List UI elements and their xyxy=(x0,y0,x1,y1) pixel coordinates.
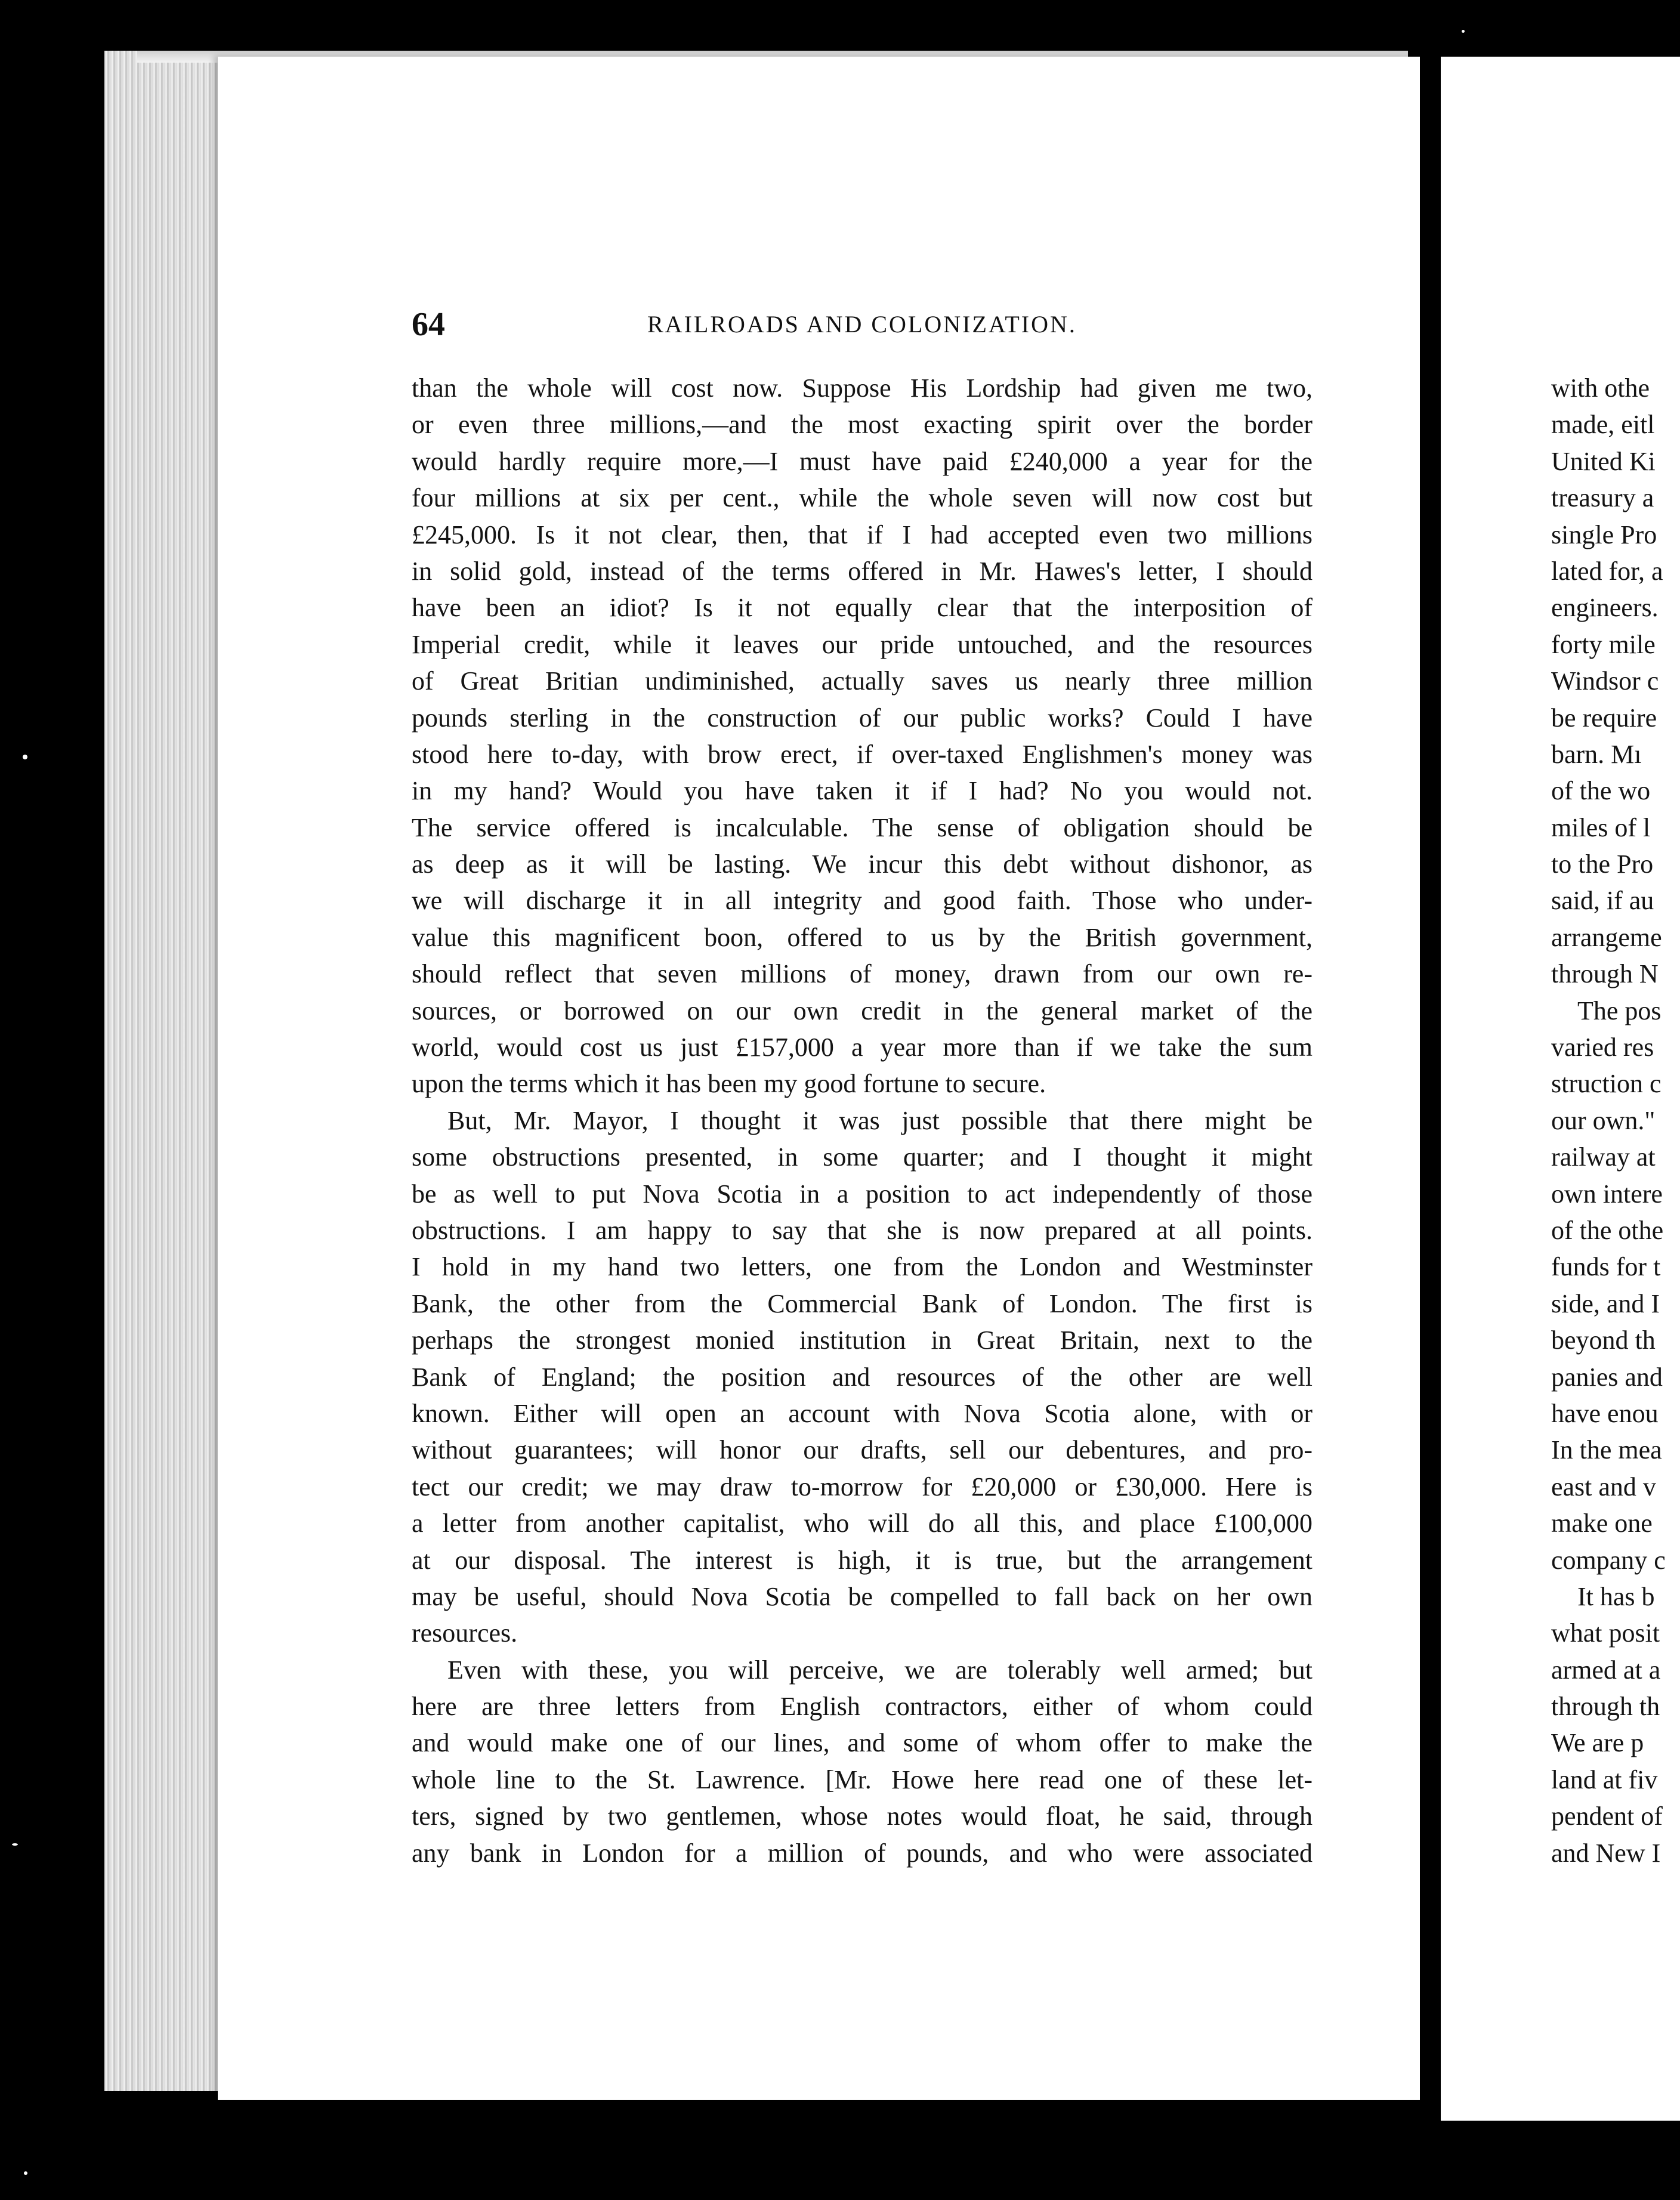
text-line: panies and xyxy=(1551,1362,1663,1392)
text-line: known. Either will open an account with Nova Scotia alone, with or xyxy=(412,1398,1312,1428)
text-line: and would make one of our lines, and some of whom offer to make the xyxy=(412,1728,1312,1758)
book-gutter xyxy=(1420,36,1444,2124)
text-line: in my hand? Would you have taken it if I had? No you would not. xyxy=(412,776,1312,806)
text-line: ters, signed by two gentlemen, whose notes would float, he said, through xyxy=(412,1802,1312,1831)
scan-speck xyxy=(1462,30,1465,33)
text-line: without guarantees; will honor our drafts, sell our debentures, and pro- xyxy=(412,1435,1312,1465)
text-line: funds for t xyxy=(1551,1252,1661,1282)
text-line: resources. xyxy=(412,1618,518,1648)
text-line: Bank of England; the position and resources of the other are well xyxy=(412,1362,1312,1392)
text-line: beyond th xyxy=(1551,1325,1656,1355)
text-line: tect our credit; we may draw to-morrow for £20,000 or £30,000. Here is xyxy=(412,1472,1312,1501)
text-line: may be useful, should Nova Scotia be compelled to fall back on her own xyxy=(412,1581,1312,1611)
running-title: RAILROADS AND COLONIZATION. xyxy=(647,311,1077,338)
text-line: But, Mr. Mayor, I thought it was just possible that there might be xyxy=(447,1105,1312,1135)
text-line: made, eitl xyxy=(1551,410,1655,440)
text-line: forty mile xyxy=(1551,629,1656,659)
text-line: Bank, the other from the Commercial Bank of London. The first is xyxy=(412,1289,1312,1318)
scan-speck xyxy=(23,755,27,759)
text-line: four millions at six per cent., while the whole seven will now cost but xyxy=(412,483,1312,513)
text-line: here are three letters from English contractors, either of whom could xyxy=(412,1692,1312,1722)
text-line: Even with these, you will perceive, we are tolerably well armed; but xyxy=(447,1655,1312,1685)
text-line: a letter from another capitalist, who will do all this, and place £100,000 xyxy=(412,1509,1312,1538)
text-line: pounds sterling in the construction of our public works? Could I have xyxy=(412,703,1312,733)
text-line: through N xyxy=(1551,959,1659,989)
text-line: as deep as it will be lasting. We incur this debt without dishonor, as xyxy=(412,849,1312,879)
page-edges-stack xyxy=(104,51,224,2091)
text-line: engineers. xyxy=(1551,593,1659,623)
page-header xyxy=(412,305,1318,341)
text-line: or even three millions,—and the most exacting spirit over the border xyxy=(412,410,1312,440)
text-line: The service offered is incalculable. The sense of obligation should be xyxy=(412,812,1312,842)
text-line: own intere xyxy=(1551,1179,1663,1209)
text-line: should reflect that seven millions of money, drawn from our own re- xyxy=(412,959,1312,989)
text-line: The pos xyxy=(1577,996,1662,1025)
text-line: of the wo xyxy=(1551,776,1651,806)
text-line: through th xyxy=(1551,1692,1660,1722)
text-line: We are p xyxy=(1551,1728,1644,1758)
text-line: said, if au xyxy=(1551,886,1654,916)
text-line: we will discharge it in all integrity and good faith. Those who under- xyxy=(412,886,1312,916)
text-line: Windsor c xyxy=(1551,666,1659,696)
text-line: United Ki xyxy=(1551,446,1656,476)
text-line: whole line to the St. Lawrence. [Mr. Howe here read one of these let- xyxy=(412,1765,1312,1794)
text-line: have been an idiot? Is it not equally clear that the interposition of xyxy=(412,593,1312,623)
text-line: £245,000. Is it not clear, then, that if I had accepted even two millions xyxy=(412,520,1312,549)
text-line: of Great Britian undiminished, actually saves us nearly three million xyxy=(412,666,1312,696)
text-line: make one xyxy=(1551,1509,1653,1538)
text-line: and New I xyxy=(1551,1838,1661,1868)
text-line: In the mea xyxy=(1551,1435,1662,1465)
text-line: some obstructions presented, in some quarter; and I thought it might xyxy=(412,1142,1312,1172)
text-line: railway at xyxy=(1551,1142,1656,1172)
text-line: Imperial credit, while it leaves our pride untouched, and the resources xyxy=(412,629,1312,659)
scan-speck xyxy=(12,1843,18,1846)
right-page-body-text xyxy=(1551,370,1680,1871)
text-line: east and v xyxy=(1551,1472,1656,1501)
text-line: single Pro xyxy=(1551,520,1657,549)
text-line: world, would cost us just £157,000 a year more than if we take the sum xyxy=(412,1033,1312,1062)
text-line: our own." xyxy=(1551,1105,1656,1135)
text-line: of the othe xyxy=(1551,1215,1664,1245)
text-line: struction c xyxy=(1551,1069,1662,1099)
text-line: value this magnificent boon, offered to us by the British government, xyxy=(412,922,1312,952)
text-line: be require xyxy=(1551,703,1657,733)
text-line: have enou xyxy=(1551,1398,1659,1428)
text-line: armed at a xyxy=(1551,1655,1661,1685)
text-line: would hardly require more,—I must have paid £240,000 a year for the xyxy=(412,446,1312,476)
scan-speck xyxy=(24,2171,27,2175)
text-line: than the whole will cost now. Suppose His Lordship had given me two, xyxy=(412,373,1312,403)
text-line: side, and I xyxy=(1551,1289,1660,1318)
text-line: what posit xyxy=(1551,1618,1660,1648)
text-line: lated for, a xyxy=(1551,556,1663,586)
text-line: sources, or borrowed on our own credit in the general market of the xyxy=(412,996,1312,1025)
text-line: be as well to put Nova Scotia in a position to act independently of those xyxy=(412,1179,1312,1209)
text-line: I hold in my hand two letters, one from the London and Westminster xyxy=(412,1252,1312,1282)
text-line: at our disposal. The interest is high, it is true, but the arrangement xyxy=(412,1545,1312,1575)
text-line: arrangeme xyxy=(1551,922,1662,952)
text-line: upon the terms which it has been my good fortune to secure. xyxy=(412,1069,1046,1099)
text-line: It has b xyxy=(1577,1581,1655,1611)
text-line: barn. Mı xyxy=(1551,739,1642,769)
text-line: in solid gold, instead of the terms offered in Mr. Hawes's letter, I should xyxy=(412,556,1312,586)
left-page-body-text xyxy=(412,370,1312,1871)
text-line: with othe xyxy=(1551,373,1650,403)
text-line: perhaps the strongest monied institution in Great Britain, next to the xyxy=(412,1325,1312,1355)
text-line: miles of l xyxy=(1551,812,1651,842)
text-line: any bank in London for a million of pounds, and who were associated xyxy=(412,1838,1312,1868)
text-line: to the Pro xyxy=(1551,849,1654,879)
page-number: 64 xyxy=(412,306,445,343)
text-line: obstructions. I am happy to say that she is now prepared at all points. xyxy=(412,1215,1312,1245)
text-line: stood here to-day, with brow erect, if over-taxed Englishmen's money was xyxy=(412,739,1312,769)
text-line: treasury a xyxy=(1551,483,1654,513)
text-line: varied res xyxy=(1551,1033,1654,1062)
text-line: pendent of xyxy=(1551,1802,1663,1831)
text-line: land at fiv xyxy=(1551,1765,1658,1794)
text-line: company c xyxy=(1551,1545,1666,1575)
